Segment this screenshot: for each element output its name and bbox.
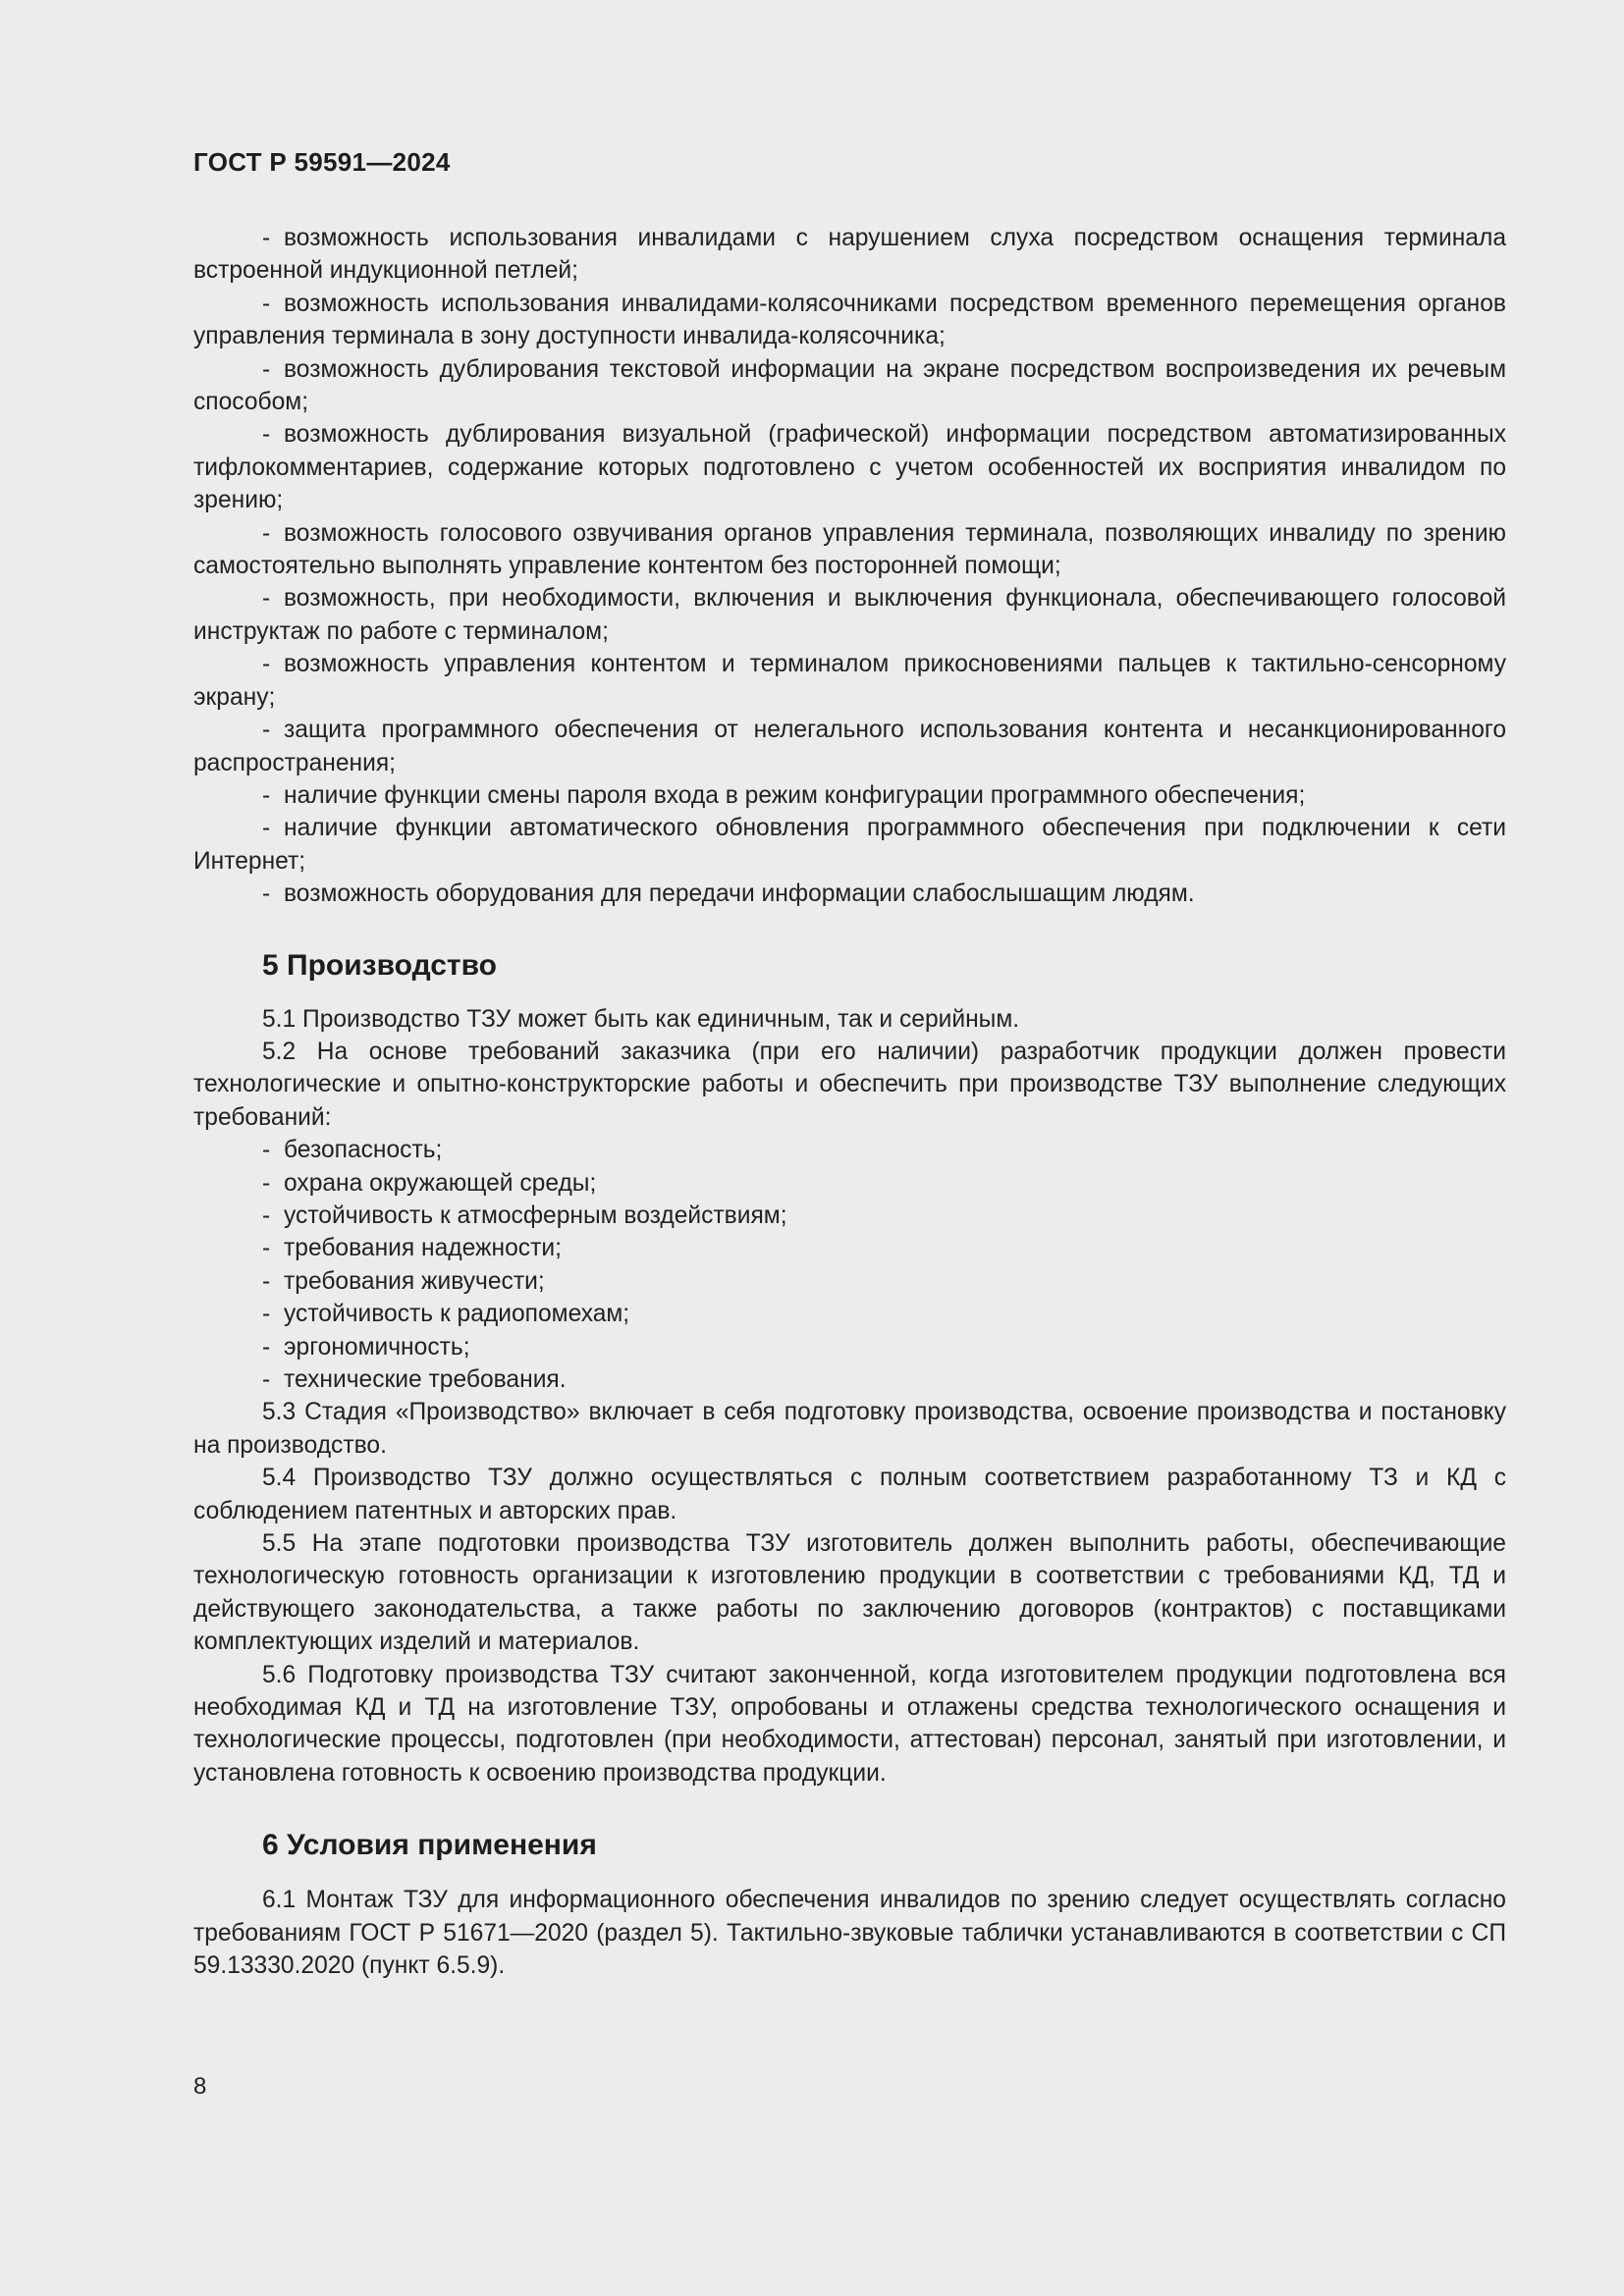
paragraph-5-4: 5.4 Производство ТЗУ должно осуществляться с полным соответствием разработанному ТЗ и КД с соблюдением патентных и авторских прав. (193, 1465, 1506, 1524)
section-heading-conditions-of-use: 6 Условия применения (262, 1829, 597, 1862)
dash-marker: - (262, 1333, 271, 1361)
dash-marker: - (262, 781, 271, 809)
dash-marker: - (262, 421, 271, 449)
dash-marker: - (262, 1267, 271, 1295)
paragraph-5-2: 5.2 На основе требований заказчика (при его наличии) разработчик продукции должен провести технологические и опытно-конструкторские работы и обеспечить при производстве ТЗУ выполнение следующих требований: (193, 1038, 1506, 1131)
dash-marker: - (262, 881, 271, 908)
list-item: - охрана окружающей среды; (193, 1167, 1506, 1200)
dash-marker: - (262, 355, 271, 383)
dash-marker: - (262, 290, 271, 317)
dash-marker: - (262, 717, 271, 744)
paragraph-5-5: 5.5 На этапе подготовки производства ТЗУ изготовитель должен выполнить работы, обеспечивающие технологическую готовность организации к изготовлению продукции в соответствии с требованиями КД, ТД и действующего законодательства, а также работы по заключению договоров (контрактов) с поставщиками комплектующих изделий и материалов. (193, 1530, 1506, 1656)
requirements-list (193, 222, 1506, 911)
dash-marker: - (262, 1201, 271, 1229)
list-item: - возможность использования инвалидами-колясочниками посредством временного перемещения органов управления терминала в зону доступности инвалида-колясочника; (193, 288, 1506, 353)
list-item: - возможность голосового озвучивания органов управления терминала, позволяющих инвалиду по зрению самостоятельно выполнять управление контентом без посторонней помощи; (193, 517, 1506, 583)
dash-marker: - (262, 815, 271, 842)
page-number: 8 (193, 2073, 207, 2100)
production-requirements-list (193, 1134, 1506, 1396)
list-item: - возможность управления контентом и терминалом прикосновениями пальцев к тактильно-сенсорному экрану; (193, 648, 1506, 714)
section-production (193, 1003, 1506, 1790)
section-heading-production: 5 Производство (262, 948, 497, 982)
list-item: - технические требования. (193, 1363, 1506, 1396)
list-item: - защита программного обеспечения от нелегального использования контента и несанкционированного распространения; (193, 714, 1506, 779)
paragraph-5-6: 5.6 Подготовку производства ТЗУ считают законченной, когда изготовителем продукции подготовлена вся необходимая КД и ТД на изготовление ТЗУ, опробованы и отлажены средства технологического оснащения и технологические процессы, подготовлен (при необходимости, аттестован) персонал, занятый при изготовлении, и установлена готовность к освоению производства продукции. (193, 1661, 1506, 1787)
list-item: - устойчивость к атмосферным воздействиям; (193, 1200, 1506, 1232)
dash-marker: - (262, 651, 271, 678)
paragraph-6-1: 6.1 Монтаж ТЗУ для информационного обеспечения инвалидов по зрению следует осуществлять согласно требованиям ГОСТ Р 51671—2020 (раздел 5). Тактильно-звуковые таблички устанавливаются в соответствии с СП 59.13330.2020 (пункт 6.5.9). (193, 1887, 1506, 1980)
dash-marker: - (262, 225, 271, 251)
dash-marker: - (262, 1301, 271, 1328)
dash-marker: - (262, 1169, 271, 1197)
list-item: - безопасность; (193, 1134, 1506, 1166)
dash-marker: - (262, 1137, 271, 1164)
list-item: - возможность дублирования текстовой информации на экране посредством воспроизведения их речевым способом; (193, 353, 1506, 419)
list-item: - требования живучести; (193, 1265, 1506, 1298)
list-item: - наличие функции автоматического обновления программного обеспечения при подключении к сети Интернет; (193, 812, 1506, 878)
list-item: - возможность оборудования для передачи информации слабослышащим людям. (193, 878, 1506, 910)
list-item: - наличие функции смены пароля входа в режим конфигурации программного обеспечения; (193, 779, 1506, 812)
dash-marker: - (262, 585, 271, 613)
dash-marker: - (262, 1366, 271, 1393)
list-item: - возможность дублирования визуальной (графической) информации посредством автоматизированных тифлокомментариев, содержание которых подготовлено с учетом особенностей их восприятия инвалидом по зрению; (193, 418, 1506, 516)
document-code-header: ГОСТ Р 59591—2024 (193, 147, 451, 177)
paragraph-5-1: 5.1 Производство ТЗУ может быть как единичным, так и серийным. (262, 1005, 1020, 1033)
list-item: - возможность использования инвалидами с нарушением слуха посредством оснащения терминала встроенной индукционной петлей; (193, 222, 1506, 288)
section-conditions-of-use (193, 1884, 1506, 1982)
paragraph-5-3: 5.3 Стадия «Производство» включает в себя подготовку производства, освоение производства и постановку на производство. (193, 1399, 1506, 1459)
list-item: - возможность, при необходимости, включения и выключения функционала, обеспечивающего голосовой инструктаж по работе с терминалом; (193, 582, 1506, 648)
dash-marker: - (262, 1235, 271, 1262)
list-item: - эргономичность; (193, 1331, 1506, 1363)
list-item: - требования надежности; (193, 1232, 1506, 1264)
document-body (193, 222, 1506, 1983)
list-item: - устойчивость к радиопомехам; (193, 1298, 1506, 1330)
dash-marker: - (262, 519, 271, 547)
